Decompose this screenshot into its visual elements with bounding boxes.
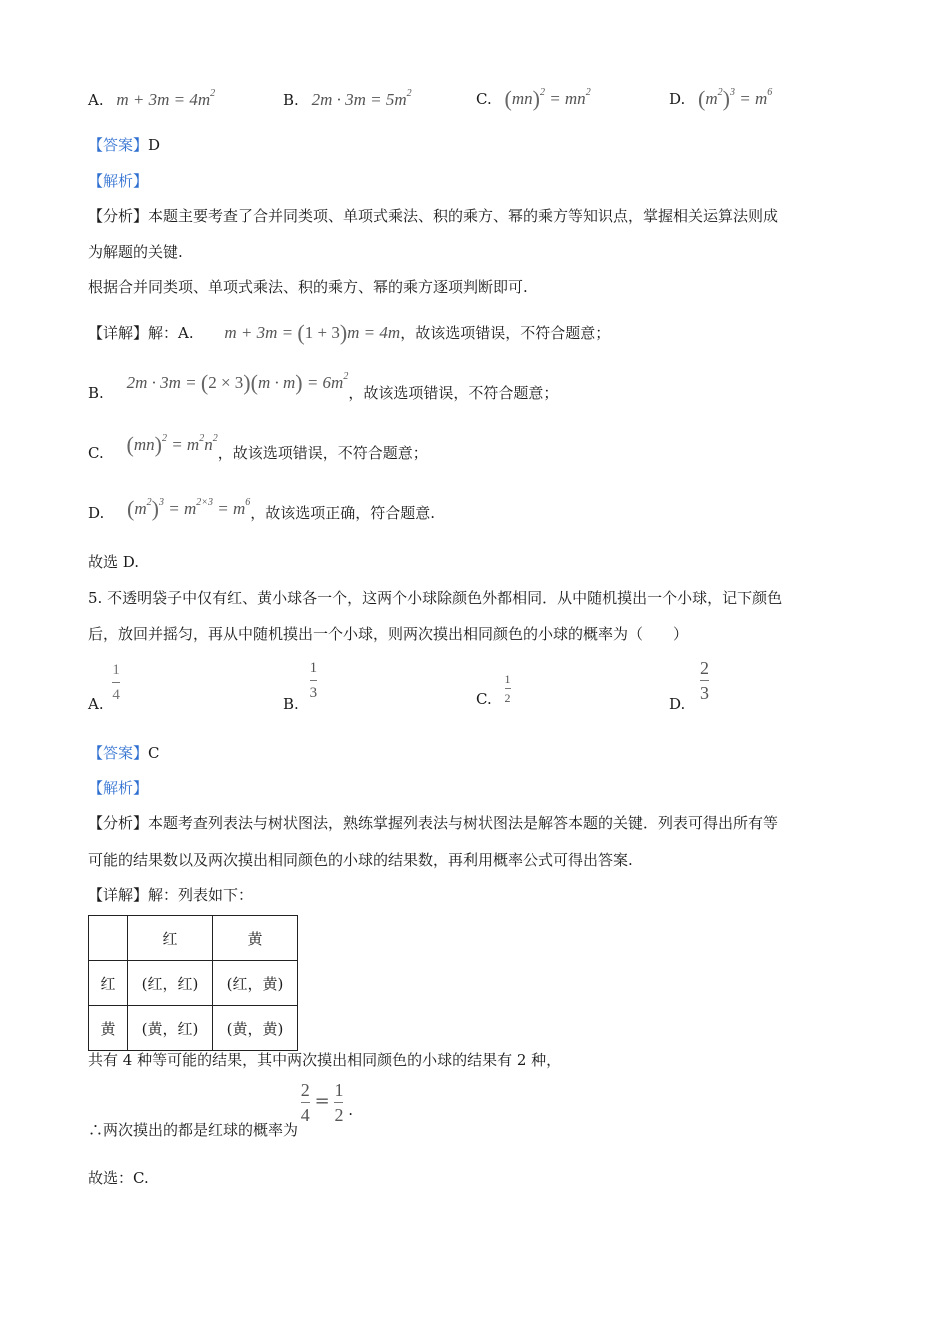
q4-analysis-heading: 【解析】 <box>88 172 149 190</box>
denominator: 3 <box>700 683 710 703</box>
table-header-row <box>89 916 298 961</box>
period: . <box>348 1100 354 1119</box>
denominator: 2 <box>334 1105 344 1125</box>
q4-option-b <box>283 90 412 110</box>
option-label: C. <box>476 90 492 108</box>
option-label: A. <box>88 91 104 109</box>
numerator: 1 <box>504 672 511 686</box>
denominator: 3 <box>309 685 318 701</box>
fraction <box>700 658 709 703</box>
q4-option-c <box>476 86 591 111</box>
fraction-bar <box>310 680 318 681</box>
numerator: 1 <box>334 1080 344 1100</box>
equation-image: $(m^2)^3 = m^6$ <box>698 86 773 111</box>
answer-label: 【答案】 <box>88 744 149 762</box>
table-cell: (红，红) <box>128 961 213 1006</box>
table-row <box>89 961 298 1006</box>
equation-image: $(m^2)^3 = m^{2\times 3} = m^6$ <box>127 496 251 521</box>
denominator: 2 <box>504 691 511 705</box>
fraction <box>112 660 120 705</box>
therefore-text: ∴两次摸出的都是红球的概率为 <box>88 1120 299 1139</box>
q4-conclusion: 故选 D. <box>88 553 140 571</box>
detail-label: 【详解】 <box>88 886 149 904</box>
q5-option-b <box>283 658 318 713</box>
q5-stem-line-1: 5. 不透明袋子中仅有红、黄小球各一个，这两个小球除颜色外都相同．从中随机摸出一个小球，记下颜色 <box>88 589 783 607</box>
table-cell: 黄 <box>213 916 298 961</box>
fraction-bar <box>301 1102 310 1103</box>
q5-option-c <box>476 672 511 708</box>
fraction-bar <box>700 680 709 681</box>
q5-option-d <box>669 658 710 713</box>
detail-tail: ，故该选项正确，符合题意. <box>250 504 436 522</box>
detail-label: 【详解】 <box>88 324 149 342</box>
fraction <box>334 1080 343 1125</box>
q4-fenxi-line-2: 为解题的关键. <box>88 243 183 261</box>
fraction-bar <box>505 688 511 689</box>
fraction-bar <box>334 1102 343 1103</box>
q4-detail-c <box>88 432 428 463</box>
q4-option-d <box>669 86 773 111</box>
equation-image: $(mn)^2 = m^2n^2$ <box>126 432 218 457</box>
q5-stem-line-2: 后，放回并摇匀，再从中随机摸出一个小球，则两次摸出相同颜色的小球的概率为（ ） <box>88 625 689 643</box>
q5-detail <box>88 885 253 905</box>
numerator: 1 <box>309 660 318 676</box>
q4-fenxi-line-3: 根据合并同类项、单项式乘法、积的乘方、幂的乘方逐项判断即可. <box>88 278 528 296</box>
denominator: 4 <box>112 687 120 703</box>
detail-prefix: D. <box>88 504 105 522</box>
answer-label: 【答案】 <box>88 136 149 154</box>
denominator: 4 <box>300 1105 310 1125</box>
fenxi-label: 【分析】 <box>88 814 149 832</box>
q4-option-a <box>88 90 215 110</box>
detail-tail: ，故该选项错误，不符合题意； <box>400 324 611 342</box>
option-label: D. <box>669 694 686 713</box>
q5-therefore <box>88 1080 353 1140</box>
numerator: 2 <box>300 1080 310 1100</box>
table-cell: (黄，黄) <box>213 1006 298 1051</box>
q4-detail-d <box>88 496 436 523</box>
equals-sign: = <box>314 1090 330 1112</box>
q4-answer <box>88 135 160 155</box>
detail-prefix: 解：A. <box>148 324 194 342</box>
q5-result-text: 共有 4 种等可能的结果，其中两次摸出相同颜色的小球的结果有 2 种， <box>88 1051 562 1069</box>
detail-tail: ，故该选项错误，不符合题意； <box>217 444 428 462</box>
q4-detail-b <box>88 370 559 403</box>
equation-image: $(mn)^2 = mn^2$ <box>504 86 591 111</box>
numerator: 2 <box>700 658 710 678</box>
detail-prefix: C. <box>88 444 104 462</box>
equation-image: $2m \cdot 3m = (2 \times 3)(m \cdot m) = 6m^2$ <box>126 370 349 395</box>
fenxi-label: 【分析】 <box>88 207 149 225</box>
fraction <box>301 1080 310 1125</box>
option-label: D. <box>669 90 686 108</box>
table-cell: (黄，红) <box>128 1006 213 1051</box>
detail-tail: ，故该选项错误，不符合题意； <box>348 384 559 402</box>
table-cell: 红 <box>128 916 213 961</box>
option-label: B. <box>283 91 299 109</box>
equation-image: m + 3m = (1 + 3)m = 4m <box>224 320 401 345</box>
table-row <box>89 1006 298 1051</box>
q5-fenxi-line-2: 可能的结果数以及两次摸出相同颜色的小球的结果数，再利用概率公式可得出答案. <box>88 851 633 869</box>
results-table <box>88 915 298 1051</box>
q4-detail-a <box>88 320 611 345</box>
option-label: A. <box>88 694 104 713</box>
option-label: B. <box>283 694 299 713</box>
q5-fenxi-line-1 <box>88 813 778 833</box>
answer-value: C <box>148 744 160 762</box>
numerator: 1 <box>112 662 120 678</box>
table-cell: (红，黄) <box>213 961 298 1006</box>
q5-option-a <box>88 660 120 713</box>
q5-conclusion: 故选：C. <box>88 1169 149 1187</box>
q4-fenxi-line-1 <box>88 206 778 226</box>
option-label: C. <box>476 689 492 708</box>
q5-answer <box>88 743 160 763</box>
answer-value: D <box>148 136 161 154</box>
fenxi-text: 本题主要考查了合并同类项、单项式乘法、积的乘方、幂的乘方等知识点，掌握相关运算法则成 <box>148 207 779 225</box>
equation-image: $2m \cdot 3m = 5m^2$ <box>311 88 412 109</box>
equation-image: $m + 3m = 4m^2$ <box>116 88 216 109</box>
detail-prefix: B. <box>88 384 104 402</box>
detail-text: 解：列表如下： <box>148 886 254 904</box>
q5-analysis-heading: 【解析】 <box>88 779 149 797</box>
table-cell: 红 <box>89 961 128 1006</box>
table-cell: 黄 <box>89 1006 128 1051</box>
fraction-bar <box>112 682 120 683</box>
fenxi-text: 本题考查列表法与树状图法，熟练掌握列表法与树状图法是解答本题的关键．列表可得出所有等 <box>148 814 779 832</box>
fraction <box>505 672 511 705</box>
fraction <box>310 658 318 703</box>
table-cell <box>89 916 128 961</box>
